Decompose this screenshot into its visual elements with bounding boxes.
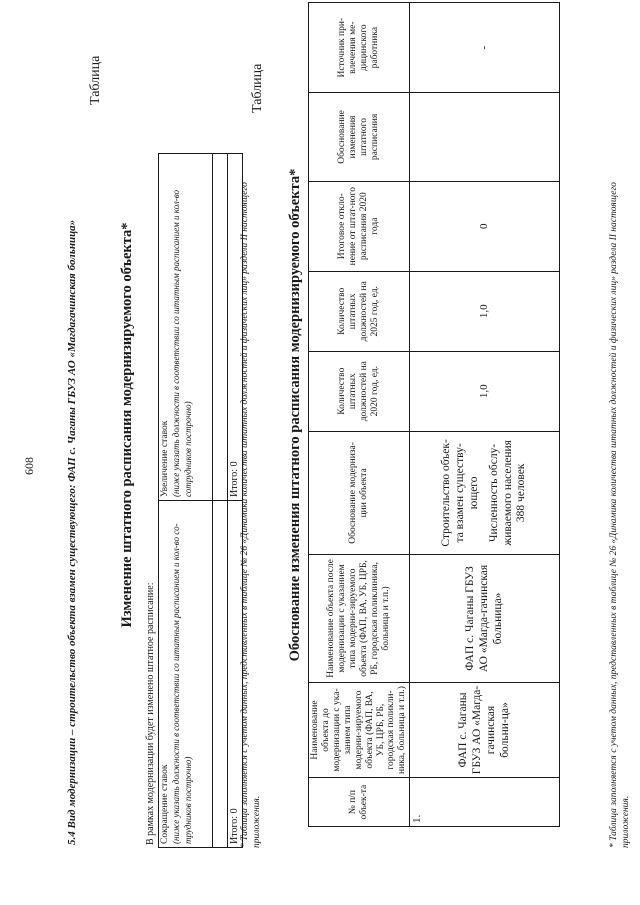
table2-footnote: * Таблица заполняется с учетом данных, представленных в таблице № 26 «Динамика количества штатных должностей и физических лиц» раздела II настоящего приложения. <box>609 182 631 848</box>
increase-header: Увеличение ставок <box>160 420 170 497</box>
reduction-header: Сокращение ставок <box>160 764 170 844</box>
col-header-number: № п/п объек-та <box>309 778 410 827</box>
reduction-note: (ниже указать должности в соответствии со штатным расписанием и кол-во со-трудников построчно) <box>170 523 193 844</box>
row-name-before: ФАП с. Чаганы ГБУЗ АО «Магда-гачинская больни-ца» <box>410 682 560 777</box>
staffing-justification-table <box>308 2 560 827</box>
table2-label: Таблица <box>250 63 265 113</box>
increase-total: Итого: 0 <box>228 154 243 501</box>
table2-title: Обоснование изменения штатного расписания модернизируемого объекта* <box>287 168 303 662</box>
table1-intro: В рамках модернизации будет изменено штатное расписание: <box>145 582 156 845</box>
modernization-heading: 5.4 Вид модернизации – строительство объекта взамен существующего: ФАП с. Чаганы ГБУЗ АО «Магдагачинская больница» <box>66 219 78 845</box>
increase-header-cell <box>159 154 213 501</box>
col-header-name-after: Наименование объекта после модернизации с указанием типа модерни-зируемого объекта (ФАП, ВА, УБ, ЦРБ, РБ, городская поликлиника, больница и т.п.) <box>309 555 410 683</box>
row-source: - <box>410 3 560 93</box>
staffing-change-table <box>158 153 243 848</box>
col-header-justification: Обоснование изменения штатного расписания <box>309 93 410 181</box>
table2-header-row <box>309 3 410 827</box>
col-header-reason: Обоснование модерниза-ции объекта <box>309 431 410 554</box>
table1-empty-row <box>213 154 228 848</box>
col-header-deviation: Итоговое откло-нение от штат-ного расписания 2020 года <box>309 181 410 271</box>
row-name-after: ФАП с. Чаганы ГБУЗ АО «Магда-гачинская больница» <box>410 555 560 683</box>
row-staff-2020: 1,0 <box>410 351 560 431</box>
col-header-source: Источник при-влечения ме-дицинского работника <box>309 3 410 93</box>
row-reason-cell <box>410 431 560 554</box>
row-reason: Строительство объек-та взамен существу-ющего <box>440 439 480 547</box>
row-deviation: 0 <box>410 181 560 271</box>
table1-header-row <box>159 154 213 848</box>
table1-label: Таблица <box>88 55 103 105</box>
empty-cell <box>213 501 228 848</box>
table-row <box>410 3 560 827</box>
row-number: 1. <box>410 778 560 827</box>
reduction-total: Итого: 0 <box>228 501 243 848</box>
col-header-staff-2025: Количество штатных должностей на 2025 год, ед. <box>309 271 410 351</box>
table1-footnote: * Таблица заполняется с учетом данных, представленных в таблице № 26 «Динамика количества штатных должностей и физических лиц» раздела II настоящего приложения. <box>240 182 262 848</box>
col-header-staff-2020: Количество штатных должностей на 2020 год, ед. <box>309 351 410 431</box>
increase-note: (ниже указать должности в соответствии со штатным расписанием и кол-во сотрудников построчно) <box>170 189 193 497</box>
empty-cell <box>213 154 228 501</box>
row-justification <box>410 93 560 181</box>
col-header-name-before: Наименование объекта до модернизации с ука-занием типа модерни-зируемого объекта (ФАП, ВА, УБ, ЦРБ, РБ, городская поликли-ника, больница и т.п.) <box>309 682 410 777</box>
reduction-header-cell <box>159 501 213 848</box>
page-number: 608 <box>22 457 36 475</box>
row-staff-2025: 1,0 <box>410 271 560 351</box>
row-population: Численность обслу-живаемого населения 388 человек <box>487 440 528 546</box>
table1-title: Изменение штатного расписания модернизируемого объекта* <box>119 222 135 628</box>
